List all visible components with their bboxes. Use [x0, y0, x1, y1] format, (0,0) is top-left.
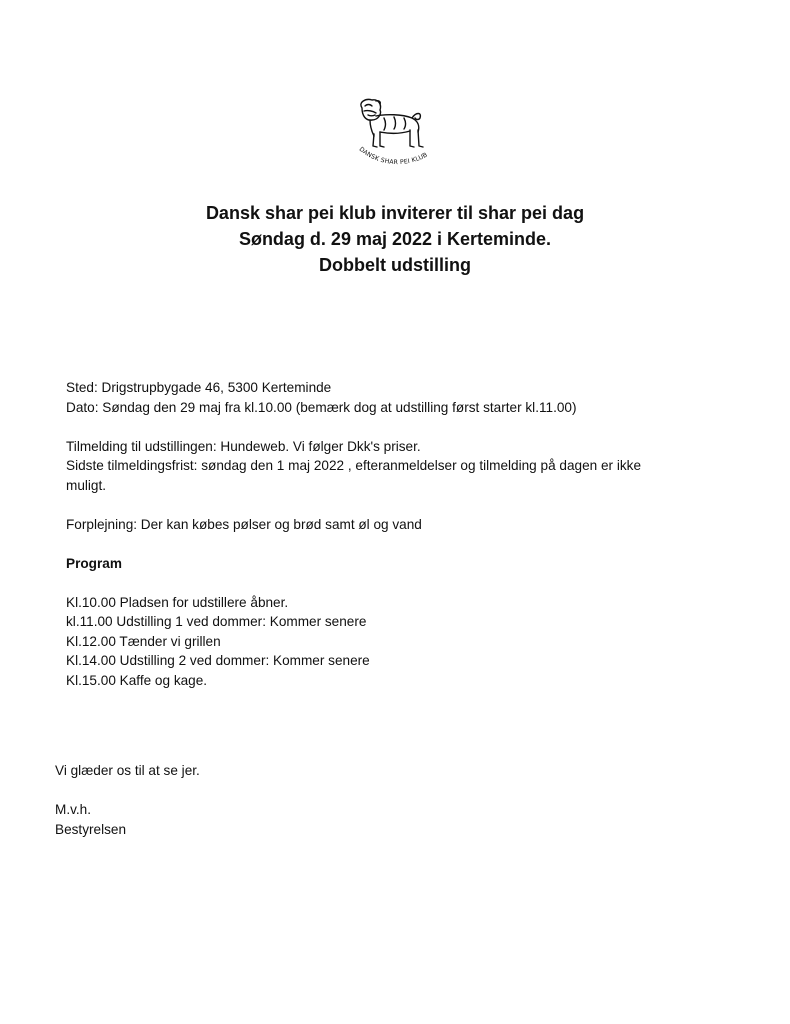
event-details: [66, 378, 746, 690]
closing-signature: Bestyrelsen: [55, 821, 127, 837]
heading-line-2: Søndag d. 29 maj 2022 i Kerteminde.: [238, 229, 552, 249]
closing-mvh: M.v.h.: [55, 802, 92, 817]
date-text: Dato: Søndag den 29 maj fra kl.10.00 (bemærk dog at udstilling først starter kl.11.00): [66, 399, 577, 415]
svg-text:DANSK SHAR PEI KLUB: [358, 146, 429, 166]
deadline-text-line-2: muligt.: [66, 477, 107, 493]
closing: [55, 761, 200, 839]
program-item: Kl.12.00 Tænder vi grillen: [66, 633, 221, 649]
logo-text: DANSK SHAR PEI KLUB: [357, 145, 429, 167]
program-item: Kl.14.00 Udstilling 2 ved dommer: Kommer senere: [66, 653, 370, 668]
club-logo: [340, 96, 452, 174]
heading-line-1: Dansk shar pei klub inviterer til shar pei dag: [205, 203, 585, 223]
heading-line-3: Dobbelt udstilling: [319, 255, 471, 275]
catering-text: Forplejning: Der kan købes pølser og brød samt øl og vand: [66, 516, 422, 532]
closing-greeting: Vi glæder os til at se jer.: [55, 763, 200, 778]
location-text: Sted: Drigstrupbygade 46, 5300 Kerteminde: [66, 380, 332, 395]
program-item: Kl.15.00 Kaffe og kage.: [66, 672, 208, 688]
program-item: kl.11.00 Udstilling 1 ved dommer: Kommer senere: [66, 614, 367, 629]
registration-text: Tilmelding til udstillingen: Hundeweb. Vi følger Dkk's priser.: [66, 438, 421, 454]
page-heading: [0, 200, 790, 278]
program-title: Program: [66, 555, 122, 571]
deadline-text-line-1: Sidste tilmeldingsfrist: søndag den 1 maj 2022 , efteranmeldelser og tilmelding på dagen er ikke: [66, 458, 642, 473]
shar-pei-dog-icon: [340, 96, 452, 174]
program-item: Kl.10.00 Pladsen for udstillere åbner.: [66, 594, 289, 610]
